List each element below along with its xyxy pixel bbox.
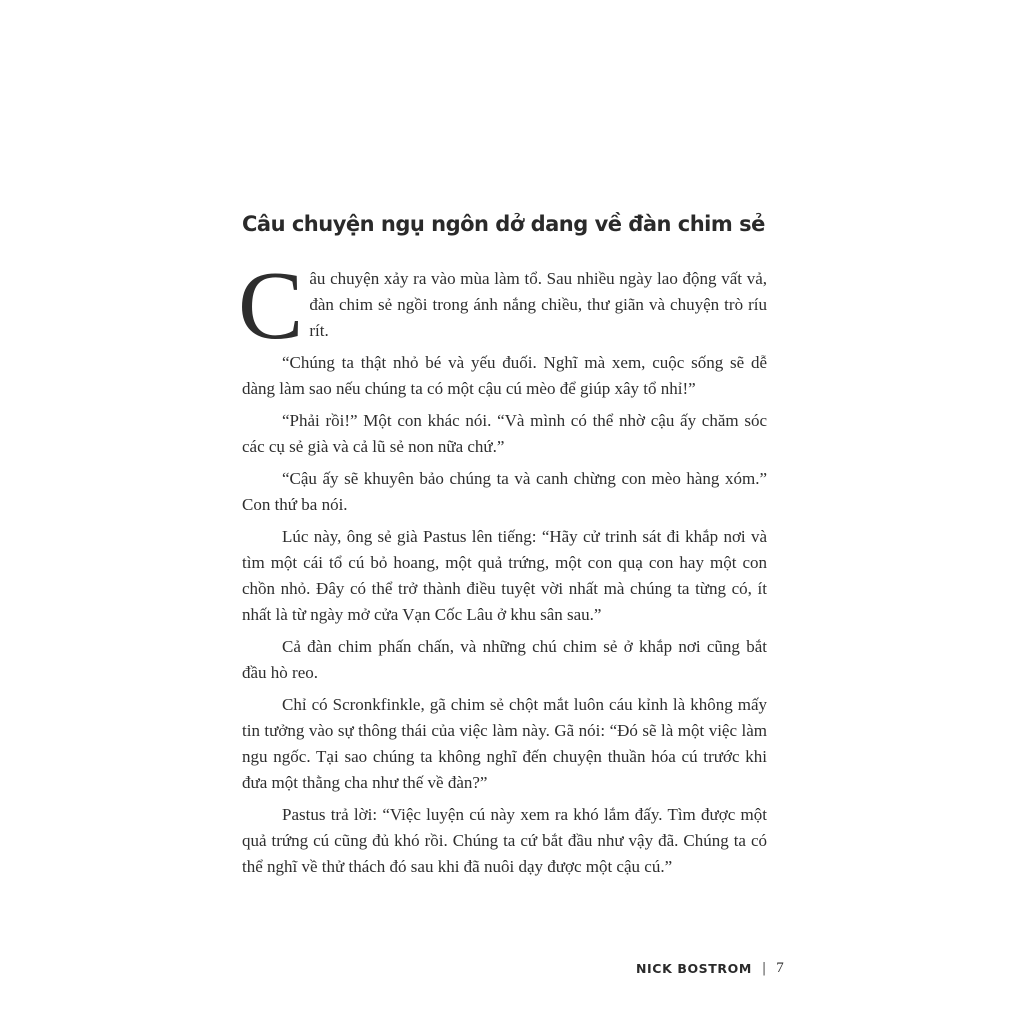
drop-cap: C bbox=[238, 252, 304, 360]
paragraph-8: Pastus trả lời: “Việc luyện cú này xem ra khó lắm đấy. Tìm được một quả trứng cú cũng đủ khó rồi. Chúng ta cứ bắt đầu như vậy đã. Chúng ta có thể nghĩ về thử thách đó sau khi đã nuôi dạy được một cậu cú.” bbox=[242, 805, 767, 876]
paragraph-1-text: âu chuyện xảy ra vào mùa làm tổ. Sau nhiều ngày lao động vất vả, đàn chim sẻ ngồi trong ánh nắng chiều, thư giãn và chuyện trò ríu rít. bbox=[309, 269, 767, 340]
paragraph-7: Chỉ có Scronkfinkle, gã chim sẻ chột mắt luôn cáu kỉnh là không mấy tin tưởng vào sự thông thái của việc làm này. Gã nói: “Đó sẽ là một việc làm ngu ngốc. Tại sao chúng ta không nghĩ đến chuyện thuần hóa cú trước khi đưa một thằng cha như thế về đàn?” bbox=[242, 695, 767, 792]
paragraph-3: “Phải rồi!” Một con khác nói. “Và mình có thể nhờ cậu ấy chăm sóc các cụ sẻ già và cả lũ sẻ non nữa chứ.” bbox=[242, 411, 767, 456]
paragraph-1 bbox=[238, 252, 767, 360]
paragraph-5: Lúc này, ông sẻ già Pastus lên tiếng: “Hãy cử trinh sát đi khắp nơi và tìm một cái tổ cú bỏ hoang, một quả trứng, một con quạ con hay một con chồn nhỏ. Đây có thể trở thành điều tuyệt vời nhất mà chúng ta từng có, ít nhất là từ ngày mở cửa Vạn Cốc Lâu ở khu sân sau.” bbox=[242, 527, 767, 624]
paragraph-6: Cả đàn chim phấn chấn, và những chú chim sẻ ở khắp nơi cũng bắt đầu hò reo. bbox=[242, 637, 767, 682]
page-footer bbox=[636, 958, 784, 978]
author-name: NICK BOSTROM bbox=[636, 960, 752, 976]
body-text bbox=[238, 252, 767, 886]
page-number: 7 bbox=[776, 959, 784, 976]
chapter-title: Câu chuyện ngụ ngôn dở dang về đàn chim sẻ bbox=[242, 212, 765, 236]
footer-separator: | bbox=[761, 960, 767, 976]
paragraph-4: “Cậu ấy sẽ khuyên bảo chúng ta và canh chừng con mèo hàng xóm.” Con thứ ba nói. bbox=[242, 469, 767, 514]
paragraph-2: “Chúng ta thật nhỏ bé và yếu đuối. Nghĩ mà xem, cuộc sống sẽ dễ dàng làm sao nếu chúng ta có một cậu cú mèo để giúp xây tổ nhỉ!” bbox=[242, 353, 767, 398]
